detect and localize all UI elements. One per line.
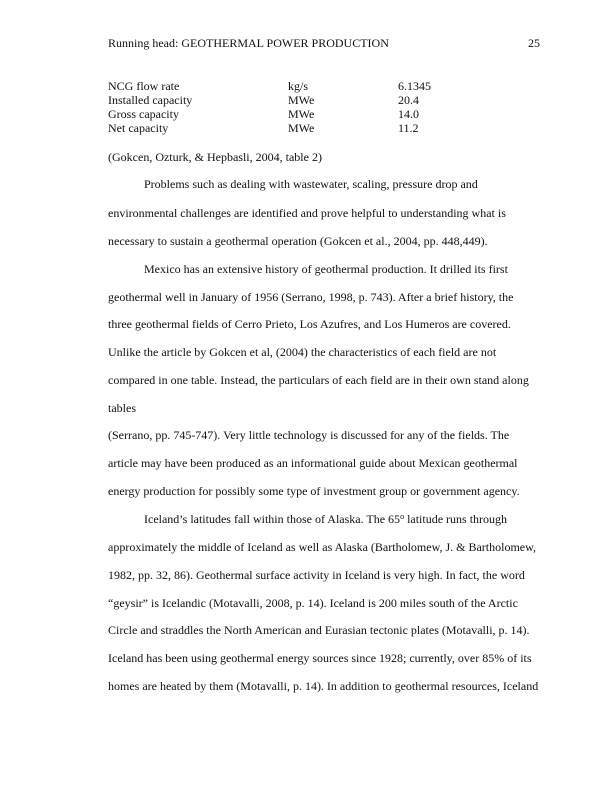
row-unit: MWe bbox=[288, 121, 315, 135]
paragraph-line: Unlike the article by Gokcen et al, (2004) the characteristics of each field are not bbox=[108, 345, 497, 359]
row-value: 11.2 bbox=[398, 121, 419, 135]
row-label: Installed capacity bbox=[108, 93, 193, 107]
row-unit: kg/s bbox=[288, 79, 309, 93]
row-label: NCG flow rate bbox=[108, 79, 180, 93]
capacity-table bbox=[108, 79, 478, 135]
page-number: 25 bbox=[528, 36, 540, 50]
paragraph-line: “geysir” is Icelandic (Motavalli, 2008, p. 14). Iceland is 200 miles south of the Arctic bbox=[108, 596, 518, 610]
row-label: Net capacity bbox=[108, 121, 169, 135]
paragraph-line: (Serrano, pp. 745-747). Very little technology is discussed for any of the fields. The bbox=[108, 428, 510, 442]
paragraph-line: article may have been produced as an informational guide about Mexican geothermal bbox=[108, 456, 518, 470]
paragraph-line: environmental challenges are identified and prove helpful to understanding what is bbox=[108, 206, 506, 220]
paragraph-line: Problems such as dealing with wastewater, scaling, pressure drop and bbox=[144, 177, 478, 191]
paragraph-line: Iceland has been using geothermal energy sources since 1928; currently, over 85% of its bbox=[108, 651, 532, 665]
table-row bbox=[108, 107, 478, 121]
paragraph-line: homes are heated by them (Motavalli, p. 14). In addition to geothermal resources, Iceland bbox=[108, 679, 539, 693]
paragraph-line: three geothermal fields of Cerro Prieto, Los Azufres, and Los Humeros are covered. bbox=[108, 317, 511, 331]
paragraph-line: Circle and straddles the North American and Eurasian tectonic plates (Motavalli, p. 14). bbox=[108, 623, 530, 637]
row-value: 20.4 bbox=[398, 93, 419, 107]
paragraph-line: approximately the middle of Iceland as well as Alaska (Bartholomew, J. & Bartholomew, bbox=[108, 540, 536, 554]
row-value: 6.1345 bbox=[398, 79, 431, 93]
line-text: latitude runs through bbox=[404, 512, 508, 526]
paragraph-line: geothermal well in January of 1956 (Serrano, 1998, p. 743). After a brief history, the bbox=[108, 290, 514, 304]
paragraph-line: compared in one table. Instead, the particulars of each field are in their own stand along bbox=[108, 373, 529, 387]
paragraph-line: necessary to sustain a geothermal operation (Gokcen et al., 2004, pp. 448,449). bbox=[108, 234, 488, 248]
paragraph-line: tables bbox=[108, 401, 136, 415]
paragraph-line: energy production for possibly some type of investment group or government agency. bbox=[108, 484, 520, 498]
row-label: Gross capacity bbox=[108, 107, 179, 121]
paragraph-line: Mexico has an extensive history of geothermal production. It drilled its first bbox=[144, 262, 508, 276]
row-value: 14.0 bbox=[398, 107, 419, 121]
row-unit: MWe bbox=[288, 107, 315, 121]
table-row bbox=[108, 121, 478, 135]
table-row bbox=[108, 79, 478, 93]
degree-superscript: o bbox=[400, 512, 405, 521]
table-source-citation: (Gokcen, Ozturk, & Hepbasli, 2004, table 2) bbox=[108, 150, 322, 164]
line-text: Iceland’s latitudes fall within those of Alaska. The 65 bbox=[144, 512, 401, 526]
row-unit: MWe bbox=[288, 93, 315, 107]
running-head: Running head: GEOTHERMAL POWER PRODUCTION bbox=[108, 36, 389, 50]
paragraph-line bbox=[144, 512, 507, 526]
paragraph-line: 1982, pp. 32, 86). Geothermal surface activity in Iceland is very high. In fact, the word bbox=[108, 568, 525, 582]
table-row bbox=[108, 93, 478, 107]
